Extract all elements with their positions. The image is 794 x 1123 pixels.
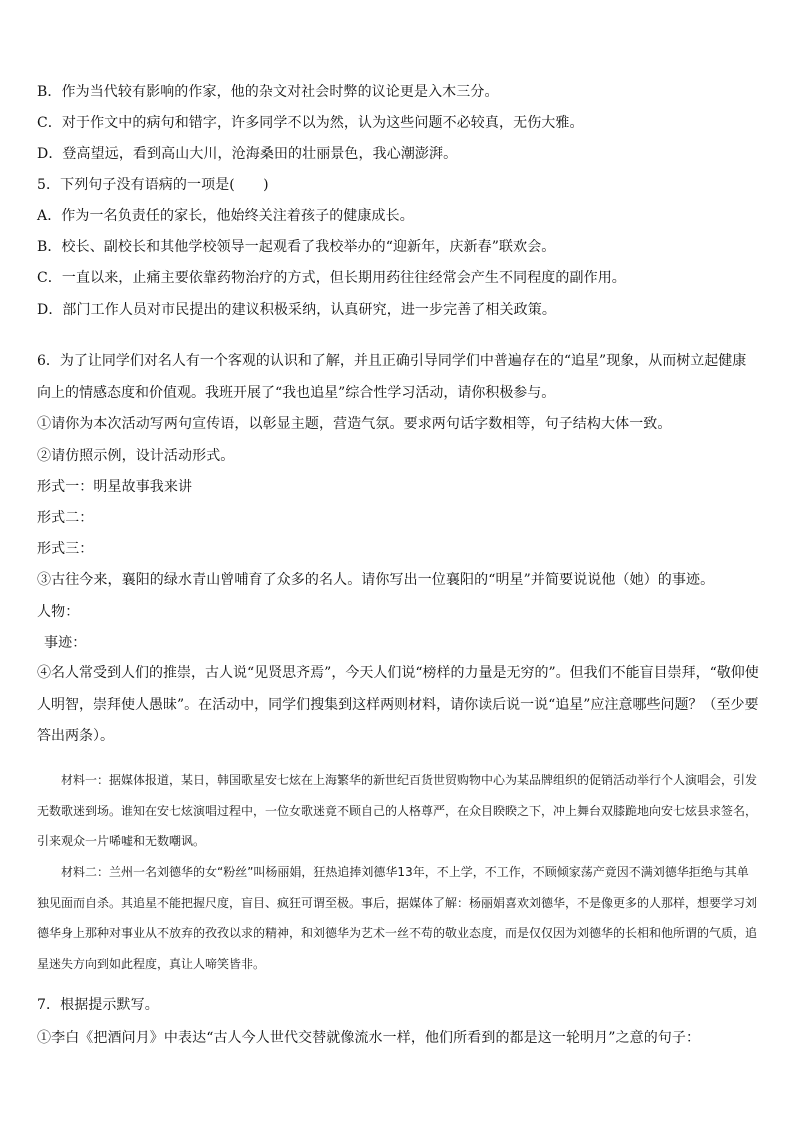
- q6-part-3: ③古往今来，襄阳的绿水青山曾哺育了众多的名人。请你写出一位襄阳的“明星”并简要说说他（她）的事迹。: [37, 572, 715, 588]
- material-one: 材料一：据媒体报道，某日，韩国歌星安七炫在上海繁华的新世纪百货世贸购物中心为某品牌组织的促销活动举行个人演唱会，引发无数歌迷到场。谁知在安七炫演唱过程中，一位女歌迷竟不顾自己的人格尊严，在众目睽睽之下，冲上舞台双膝跪地向安七炫县求签名，引来观众一片唏嘘和无数嘲讽。: [37, 773, 758, 848]
- q6-person-label: 人物：: [37, 604, 80, 620]
- q4-option-d: D．登高望远，看到高山大川，沧海桑田的壮丽景色，我心潮澎湃。: [37, 146, 458, 162]
- q6-part-2: ②请仿照示例，设计活动形式。: [37, 448, 235, 464]
- q6-deeds-label: 事迹：: [44, 635, 87, 651]
- q5-option-c: C．一直以来，止痛主要依靠药物治疗的方式，但长期用药往往经常会产生不同程度的副作用。: [37, 270, 626, 286]
- q6-form-3: 形式三：: [37, 541, 94, 557]
- q5-option-a: A．作为一名负责任的家长，他始终关注着孩子的健康成长。: [37, 208, 414, 224]
- q5-option-d: D．部门工作人员对市民提出的建议积极采纳，认真研究，进一步完善了相关政策。: [37, 302, 556, 318]
- q7-stem: 7．根据提示默写。: [37, 997, 159, 1013]
- q6-part-4: ④名人常受到人们的推崇，古人说“见贤思齐焉”，今天人们说“榜样的力量是无穷的”。但我们不能盲目崇拜，“敬仰使人明智，崇拜使人愚昧”。在活动中，同学们搜集到这样两则材料，请你读后说一说“追星”应注意哪些问题？（至少要答出两条）。: [37, 665, 759, 744]
- q6-stem: 6．为了让同学们对名人有一个客观的认识和了解，并且正确引导同学们中普遍存在的“追星”现象，从而树立起健康向上的情感态度和价值观。我班开展了“我也追星”综合性学习活动，请你积极参与。: [37, 353, 747, 401]
- q6-form-2: 形式二：: [37, 510, 94, 526]
- material-two: 材料二：兰州一名刘德华的女“粉丝”叫杨丽娟，狂热追捧刘德华13年，不上学，不工作，不顾倾家荡产竟因不满刘德华拒绝与其单独见面而自杀。其追星不能把握尺度，盲目、疯狂可谓至极。事后，据媒体了解：杨丽娟喜欢刘德华，不是像更多的人那样，想要学习刘德华身上那种对事业从不放弃的孜孜以求的精神，和刘德华为艺术一丝不苟的敬业态度，而是仅仅因为刘德华的长相和他所谓的气质，追星迷失方向到如此程度，真让人啼笑皆非。: [37, 865, 758, 971]
- q6-part-1: ①请你为本次活动写两句宣传语，以彰显主题，营造气氛。要求两句话字数相等，句子结构大体一致。: [37, 416, 672, 432]
- q5-option-b: B．校长、副校长和其他学校领导一起观看了我校举办的“迎新年，庆新春”联欢会。: [37, 239, 556, 255]
- q6-form-1: 形式一：明星故事我来讲: [37, 479, 193, 495]
- q5-stem: 5．下列句子没有语病的一项是( ): [37, 177, 269, 193]
- q4-option-b: B．作为当代较有影响的作家，他的杂文对社会时弊的议论更是入木三分。: [37, 84, 499, 100]
- q7-part-1: ①李白《把酒问月》中表达“古人今人世代交替就像流水一样，他们所看到的都是这一轮明月”之意的句子：: [37, 1030, 701, 1046]
- q4-option-c: C．对于作文中的病句和错字，许多同学不以为然，认为这些问题不必较真，无伤大雅。: [37, 115, 584, 131]
